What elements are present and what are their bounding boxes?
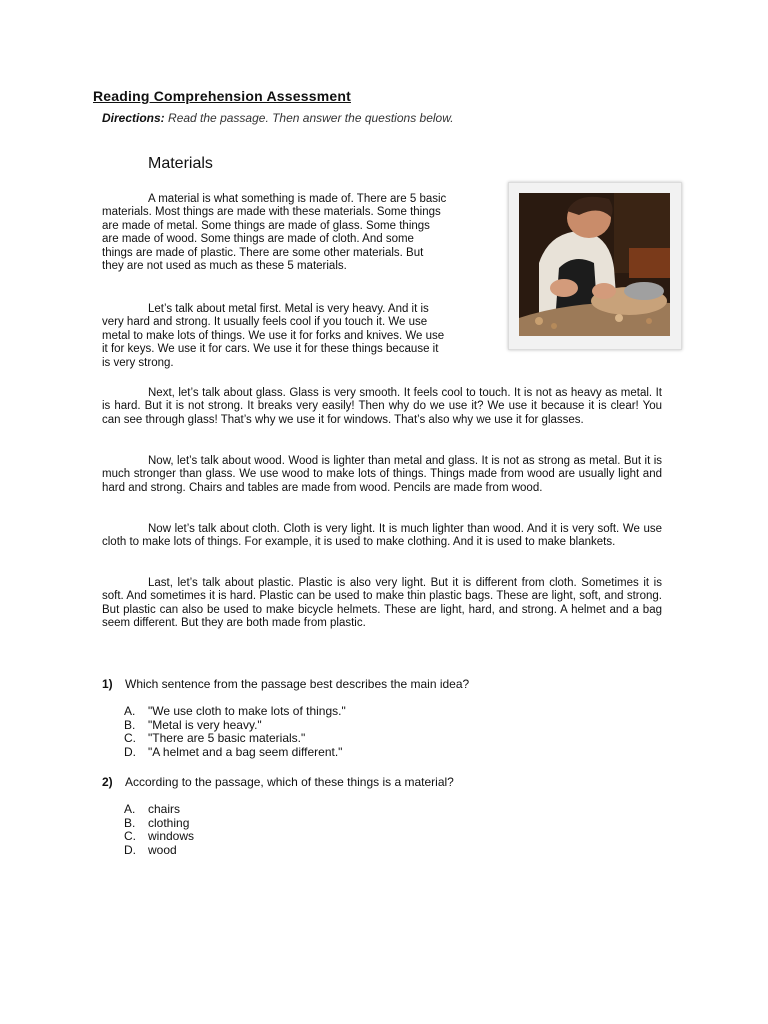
passage-paragraph: A material is what something is made of. There are 5 basic materials. Most things are made with these materials. Some things are made of metal. Some things are made of glass. Some things are made of wood. Some things are made of cloth. And some things are made of plastic. There are some other materials. But they are not used as much as these 5 materials. (102, 193, 447, 273)
directions-text: Read the passage. Then answer the questions below. (168, 111, 454, 125)
directions-line (102, 111, 454, 125)
page-title: Reading Comprehension Assessment (93, 88, 351, 104)
directions-label: Directions: (102, 111, 165, 125)
passage-paragraph: Now let’s talk about cloth. Cloth is very light. It is much lighter than wood. And it is very soft. We use cloth to make lots of things. For example, it is used to make clothing. And it is used to make blankets. (102, 523, 662, 549)
question-text: According to the passage, which of these things is a material? (125, 775, 454, 789)
question-number: 1) (102, 677, 113, 691)
passage-paragraph: Last, let’s talk about plastic. Plastic is also very light. But it is different from cloth. Sometimes it is soft. And sometimes it is hard. Plastic can be used to make thin plastic bags. These are light, soft, and strong. But plastic can also be used to make bicycle helmets. These are light, hard, and strong. A helmet and a bag seem different. But they are both made from plastic. (102, 577, 662, 630)
woodworker-photo (508, 182, 682, 350)
passage-paragraph: Next, let’s talk about glass. Glass is very smooth. It feels cool to touch. It is not as heavy as metal. It is hard. But it is not strong. It breaks very easily! Then why do we use it? We use it because it is clear! You can see through glass! That’s why we use it for windows. That’s also why we use it for glasses. (102, 387, 662, 426)
passage-title: Materials (148, 155, 213, 172)
craftsman-image (519, 193, 670, 336)
passage-paragraph: Let’s talk about metal first. Metal is very heavy. And it is very hard and strong. It usually feels cool if you touch it. We use metal to make lots of things. We use it for forks and knives. We use it for keys. We use it for cars. We use it for these things because it is very strong. (102, 303, 445, 369)
question-text: Which sentence from the passage best describes the main idea? (125, 677, 470, 691)
question-number: 2) (102, 775, 113, 789)
passage-paragraph: Now, let’s talk about wood. Wood is lighter than metal and glass. It is not as strong as metal. But it is much stronger than glass. We use wood to make lots of things. Things made from wood are usually light and hard and strong. Chairs and tables are made from wood. Pencils are made from wood. (102, 455, 662, 494)
